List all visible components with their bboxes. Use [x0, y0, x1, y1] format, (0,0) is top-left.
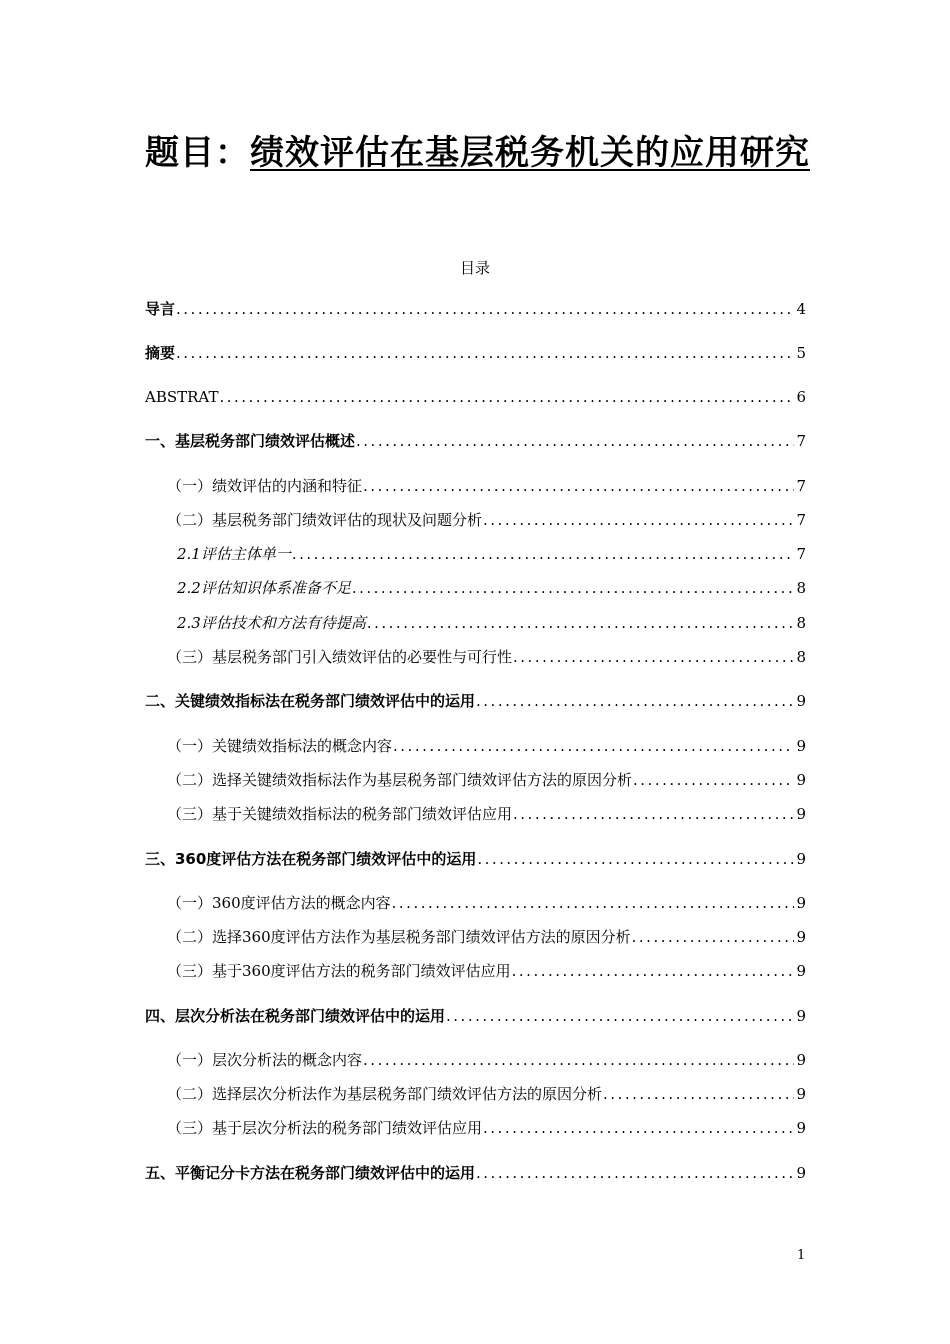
toc-entry-page: 8 — [796, 648, 806, 666]
toc-entry-page: 6 — [796, 388, 806, 406]
toc-entry-text: 一、基层税务部门绩效评估概述 — [145, 432, 356, 450]
toc-leader-dots — [513, 646, 794, 668]
toc-entry-abstract-cn[interactable] — [145, 342, 806, 364]
toc-entry-text: （三）基于层次分析法的税务部门绩效评估应用 — [167, 1119, 483, 1137]
toc-entry-4-section-3[interactable] — [167, 1117, 806, 1139]
toc-entry-3-section-3[interactable] — [167, 960, 806, 982]
footer-page-number: 1 — [797, 1248, 806, 1263]
toc-leader-dots — [483, 1117, 794, 1139]
toc-entry-text: 2.3评估技术和方法有待提高 — [177, 614, 366, 632]
toc-entry-page: 9 — [796, 894, 806, 912]
toc-entry-2-section-2[interactable] — [167, 769, 806, 791]
toc-leader-dots — [483, 509, 794, 531]
toc-entry-page: 9 — [796, 737, 806, 755]
toc-entry-chapter-3[interactable] — [145, 848, 806, 870]
toc-entry-text: （二）基层税务部门绩效评估的现状及问题分析 — [167, 511, 483, 529]
toc-leader-dots — [477, 848, 794, 870]
toc-entry-chapter-2[interactable] — [145, 690, 806, 712]
title-main: 绩效评估在基层税务机关的应用研究 — [250, 133, 810, 173]
toc-entry-text: ABSTRAT — [145, 388, 219, 406]
toc-heading: 目录 — [459, 259, 490, 277]
toc-entry-page: 5 — [796, 344, 806, 362]
toc-entry-text: （一）360度评估方法的概念内容 — [167, 894, 391, 912]
toc-entry-text: （一）关键绩效指标法的概念内容 — [167, 737, 393, 755]
toc-entry-text: （三）基于关键绩效指标法的税务部门绩效评估应用 — [167, 805, 513, 823]
toc-entry-4-section-2[interactable] — [167, 1083, 806, 1105]
toc-entry-chapter-5[interactable] — [145, 1162, 806, 1184]
toc-entry-3-section-1[interactable] — [167, 892, 806, 914]
toc-entry-text: （二）选择层次分析法作为基层税务部门绩效评估方法的原因分析 — [167, 1085, 603, 1103]
document-title — [145, 125, 810, 174]
toc-entry-text: 2.1评估主体单一 — [177, 545, 291, 563]
toc-entry-page: 9 — [796, 928, 806, 946]
toc-entry-2-section-1[interactable] — [167, 735, 806, 757]
toc-leader-dots — [176, 298, 794, 320]
toc-entry-page: 7 — [796, 511, 806, 529]
toc-entry-page: 7 — [796, 545, 806, 563]
toc-leader-dots — [603, 1083, 794, 1105]
toc-entry-page: 9 — [796, 1007, 806, 1025]
toc-leader-dots — [476, 1162, 794, 1184]
toc-leader-dots — [476, 690, 794, 712]
toc-leader-dots — [176, 342, 794, 364]
toc-entry-page: 9 — [796, 692, 806, 710]
toc-entry-text: （二）选择关键绩效指标法作为基层税务部门绩效评估方法的原因分析 — [167, 771, 633, 789]
toc-entry-page: 7 — [796, 432, 806, 450]
toc-leader-dots — [393, 735, 794, 757]
toc-leader-dots — [633, 769, 794, 791]
toc-leader-dots — [512, 960, 795, 982]
toc-entry-page: 9 — [796, 1085, 806, 1103]
toc-entry-1-1[interactable] — [167, 475, 806, 497]
toc-entry-2-1[interactable] — [177, 543, 806, 565]
title-prefix: 题目： — [145, 133, 250, 173]
toc-entry-text: 五、平衡记分卡方法在税务部门绩效评估中的运用 — [145, 1164, 476, 1182]
toc-leader-dots — [219, 386, 794, 408]
toc-leader-dots — [632, 926, 795, 948]
toc-entry-page: 9 — [796, 771, 806, 789]
toc-entry-text: 2.2评估知识体系准备不足 — [177, 579, 351, 597]
toc-entry-introduction[interactable] — [145, 298, 806, 320]
toc-entry-page: 8 — [796, 614, 806, 632]
toc-leader-dots — [363, 475, 794, 497]
toc-entry-page: 4 — [796, 300, 806, 318]
toc-entry-page: 9 — [796, 1119, 806, 1137]
toc-entry-3-section-2[interactable] — [167, 926, 806, 948]
toc-entry-text: （一）绩效评估的内涵和特征 — [167, 477, 363, 495]
toc-entry-chapter-1[interactable] — [145, 430, 806, 452]
toc-entry-4-section-1[interactable] — [167, 1049, 806, 1071]
toc-entry-2-3[interactable] — [177, 612, 806, 634]
toc-leader-dots — [363, 1049, 794, 1071]
toc-entry-chapter-4[interactable] — [145, 1005, 806, 1027]
toc-entry-page: 9 — [796, 1051, 806, 1069]
toc-entry-text: 摘要 — [145, 344, 176, 362]
toc-entry-page: 9 — [796, 850, 806, 868]
toc-entry-page: 8 — [796, 579, 806, 597]
toc-entry-text: （一）层次分析法的概念内容 — [167, 1051, 363, 1069]
toc-entry-text: 导言 — [145, 300, 176, 318]
toc-leader-dots — [392, 892, 795, 914]
toc-entry-1-2[interactable] — [167, 509, 806, 531]
toc-entry-text: （三）基于360度评估方法的税务部门绩效评估应用 — [167, 962, 511, 980]
toc-entry-1-3[interactable] — [167, 646, 806, 668]
toc-leader-dots — [367, 612, 795, 634]
toc-entry-2-2[interactable] — [177, 577, 806, 599]
toc-leader-dots — [352, 577, 795, 599]
toc-entry-text: 三、360度评估方法在税务部门绩效评估中的运用 — [145, 850, 477, 868]
toc-leader-dots — [356, 430, 794, 452]
toc-entry-page: 9 — [796, 962, 806, 980]
toc-entry-page: 9 — [796, 1164, 806, 1182]
toc-entry-text: （三）基层税务部门引入绩效评估的必要性与可行性 — [167, 648, 513, 666]
toc-entry-abstract-en[interactable] — [145, 386, 806, 408]
toc-entry-2-section-3[interactable] — [167, 803, 806, 825]
toc-entry-page: 7 — [796, 477, 806, 495]
toc-entry-text: 二、关键绩效指标法在税务部门绩效评估中的运用 — [145, 692, 476, 710]
toc-leader-dots — [446, 1005, 794, 1027]
toc-entry-page: 9 — [796, 805, 806, 823]
toc-leader-dots — [513, 803, 794, 825]
toc-entry-text: 四、层次分析法在税务部门绩效评估中的运用 — [145, 1007, 446, 1025]
toc-leader-dots — [292, 543, 795, 565]
toc-entry-text: （二）选择360度评估方法作为基层税务部门绩效评估方法的原因分析 — [167, 928, 631, 946]
